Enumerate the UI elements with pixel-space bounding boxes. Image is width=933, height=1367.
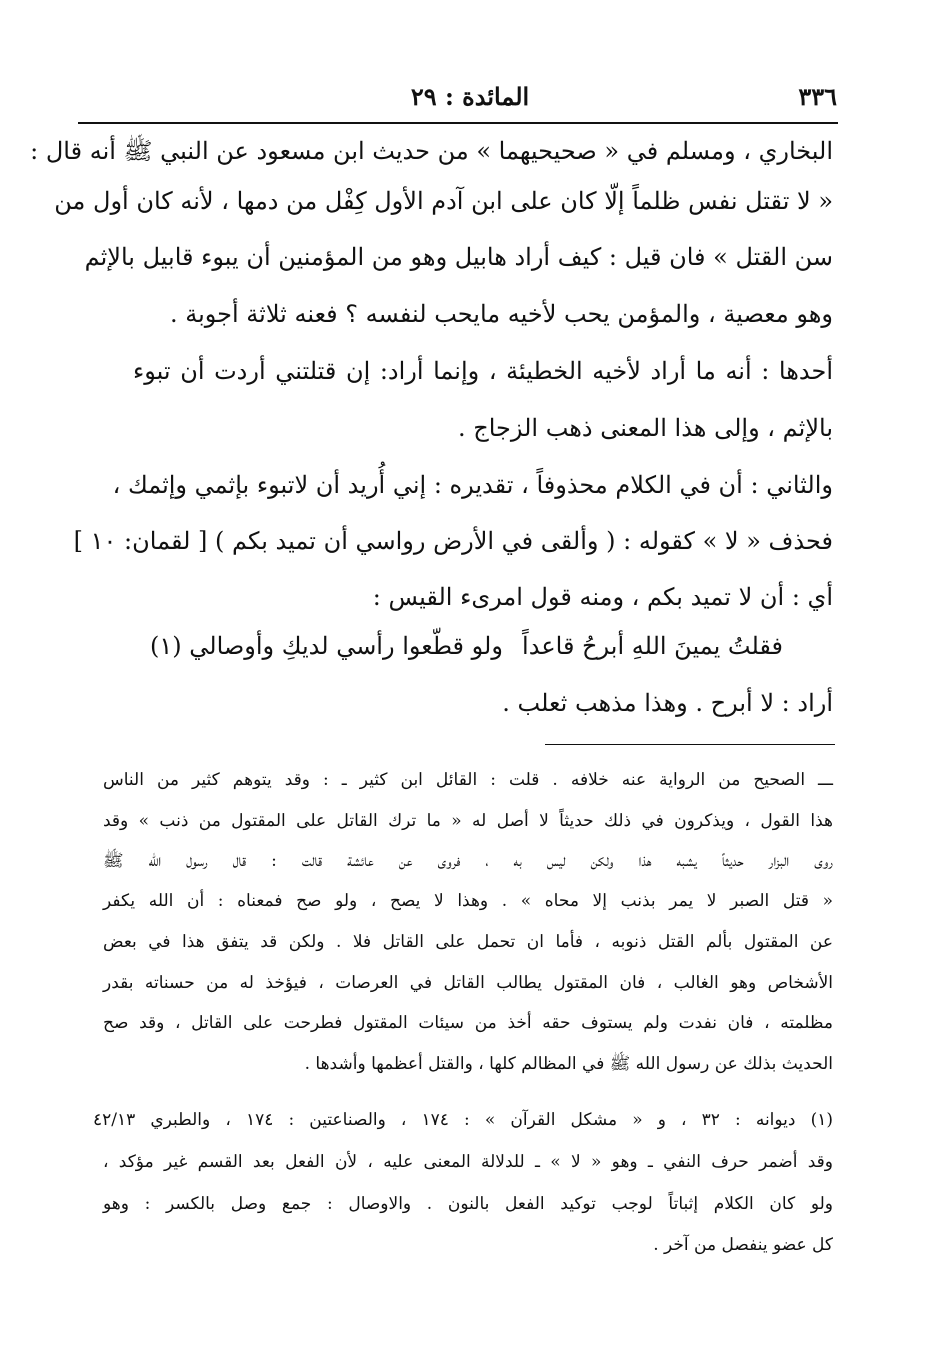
footnote-line: روى البزار حديثاً يشبه هذا ولكن ليس به ، فروى عن عائشة قالت : قال رسول الله ﷺ	[103, 851, 833, 871]
footnote-line: « قتل الصبر لا يمر بذنب إلا محاه » . وهذا لا يصح ، ولو صح فمعناه : أن الله يكفر	[103, 891, 833, 911]
body-line: بالإثم ، وإلى هذا المعنى ذهب الزجاج .	[457, 414, 833, 442]
running-header-title: المائدة : ٢٩	[410, 82, 530, 111]
body-line: سن القتل » فان قيل : كيف أراد هابيل وهو من المؤمنين أن يبوء قابيل بالإثم	[84, 243, 833, 271]
footnote-line: الحديث بذلك عن رسول الله ﷺ في المظالم كلها ، والقتل أعظمها وأشدها .	[304, 1054, 833, 1074]
body-line: والثاني : أن في الكلام محذوفاً ، تقديره : إني أُريد أن لاتبوء بإثمي وإثمك ،	[112, 471, 833, 499]
body-line: فحذف « لا » كقوله : ( وألقى في الأرض رواسي أن تميد بكم ) [ لقمان: ١٠ ]	[73, 527, 833, 555]
header-rule	[78, 122, 838, 124]
footnote-separator	[545, 744, 835, 745]
body-line: أحدها : أنه ما أراد لأخيه الخطيئة ، وإنما أراد: إن قتلتني أردت أن تبوء	[133, 357, 833, 385]
footnote-line: هذا القول ، ويذكرون في ذلك حديثاً لا أصل له « ما ترك القاتل على المقتول من ذنب » وقد	[103, 811, 834, 831]
body-line: أراد : لا أبرح . وهذا مذهب ثعلب .	[502, 689, 833, 717]
footnote-line: كل عضو ينفصل من آخر .	[653, 1235, 833, 1255]
footnote-line: وقد أضمر حرف النفي ـ وهو « لا » ـ للدلالة المعنى عليه ، لأن الفعل بعد القسم غير مؤكد ،	[103, 1152, 833, 1172]
body-line: « لا تقتل نفس ظلماً إلّا كان على ابن آدم الأول كِفْل من دمها ، لأنه كان أول من	[54, 187, 833, 215]
footnote-line: عن المقتول بألم القتل ذنوبه ، فأما ان تحمل على القاتل فلا . ولكن قد يتفق هذا في بعض	[103, 932, 833, 952]
footnote-line: ولو كان الكلام إثباتاً لوجب توكيد الفعل بالنون . والاوصال : جمع وصل بالكسر : وهو	[103, 1194, 833, 1214]
footnote-line: مظلمته ، فان نفدت ولم يستوف حقه أخذ من سيئات المقتول فطرحت على القاتل ، وقد صح	[103, 1013, 833, 1033]
footnote-line: (١) ديوانه : ٣٢ ، و « مشكل القرآن » : ١٧٤ ، والصناعتين : ١٧٤ ، والطبري ٤٢/١٣	[93, 1110, 834, 1130]
footnote-line: الأشخاص وهو الغالب ، فان المقتول يطالب القاتل في العرصات ، فيؤخذ له من حسناته بقدر	[103, 973, 833, 993]
page-number: ٣٣٦	[798, 82, 837, 111]
footnote-line: ـــ الصحيح من الرواية عنه خلافه . قلت : القائل ابن كثير ـ : وقد يتوهم كثير من الناس	[103, 770, 833, 790]
body-line: أي : أن لا تميد بكم ، ومنه قول امرىء القيس :	[372, 583, 833, 611]
body-line: البخاري ، ومسلم في « صحيحيهما » من حديث ابن مسعود عن النبي ﷺ أنه قال :	[30, 137, 833, 165]
verse-second-hemistich: ولو قطّعوا رأسي لديكِ وأوصالي (١)	[150, 632, 503, 660]
verse-first-hemistich: فقلتُ يمينَ اللهِ أبرحُ قاعداً	[522, 632, 783, 660]
body-line: وهو معصية ، والمؤمن يحب لأخيه مايحب لنفسه ؟ فعنه ثلاثة أجوبة .	[169, 300, 833, 328]
